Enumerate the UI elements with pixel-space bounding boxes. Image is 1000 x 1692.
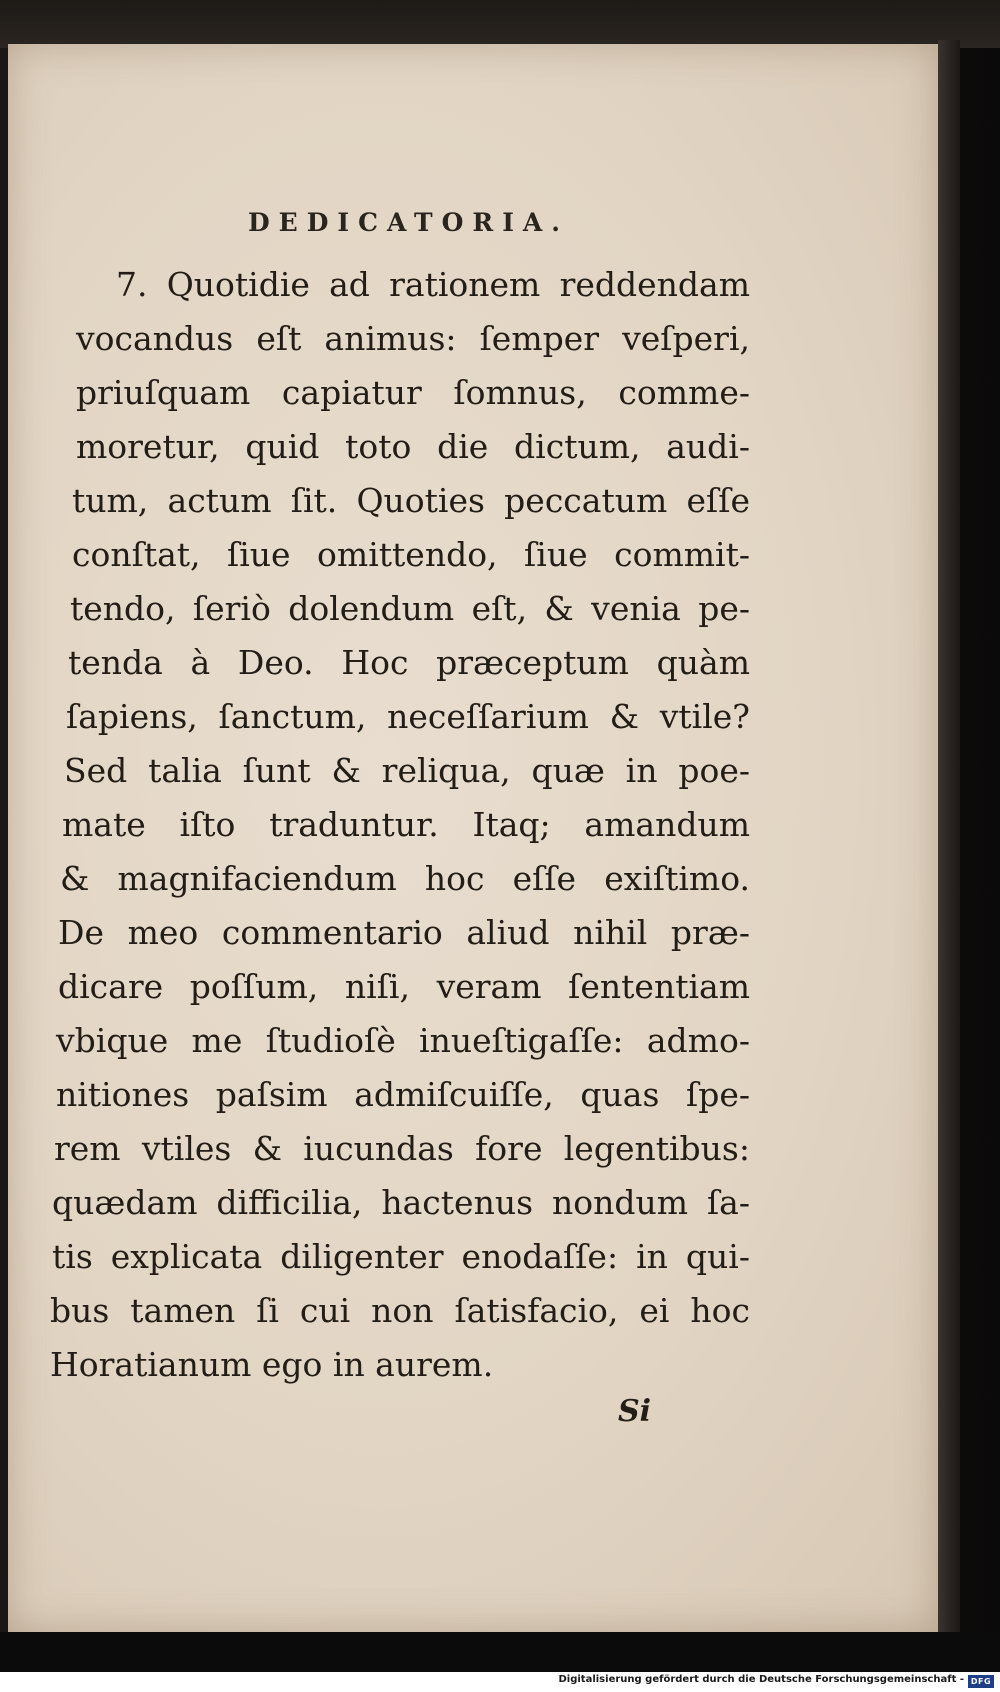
- text-line: tendo, ſeriò dolendum eſt, & venia pe-: [70, 589, 750, 628]
- dfg-logo: DFG: [968, 1675, 994, 1688]
- catchword: Si: [618, 1394, 652, 1429]
- text-line: bus tamen ſi cui non ſatisfacio, ei hoc: [50, 1291, 750, 1330]
- text-line: vocandus eſt animus: ſemper veſperi,: [76, 319, 750, 358]
- footer-credit: Digitalisierung gefördert durch die Deutsche Forschungsgemeinschaft -: [558, 1674, 964, 1685]
- text-line: quædam difficilia, hactenus nondum ſa-: [52, 1183, 750, 1222]
- text-line: mate iſto traduntur. Itaq; amandum: [62, 805, 750, 844]
- text-line: moretur, quid toto die dictum, audi-: [76, 427, 750, 466]
- footer-bar: [0, 1672, 1000, 1692]
- body-text: [50, 258, 750, 1392]
- text-line: tis explicata diligenter enodaſſe: in qui-: [52, 1237, 750, 1276]
- running-head: DEDICATORIA.: [248, 208, 569, 237]
- scan-bottom-edge: [0, 1632, 1000, 1672]
- text-line: 7. Quotidie ad rationem reddendam: [116, 265, 750, 304]
- text-line: De meo commentario aliud nihil præ-: [58, 913, 750, 952]
- book-edge: [938, 40, 960, 1640]
- text-line: rem vtiles & iucundas fore legentibus:: [54, 1129, 750, 1168]
- text-line: priuſquam capiatur ſomnus, comme-: [76, 373, 750, 412]
- text-line: ſapiens, ſanctum, neceſſarium & vtile?: [66, 697, 750, 736]
- text-line: dicare poſſum, niſi, veram ſententiam: [58, 967, 750, 1006]
- text-line: nitiones paſsim admiſcuiſſe, quas ſpe-: [56, 1075, 750, 1114]
- text-line: Horatianum ego in aurem.: [50, 1345, 494, 1384]
- scan-top-edge: [0, 0, 1000, 48]
- text-line: conſtat, ſiue omittendo, ſiue commit-: [72, 535, 750, 574]
- text-line: vbique me ſtudioſè inueſtigaſſe: admo-: [56, 1021, 750, 1060]
- text-line: & magnifaciendum hoc eſſe exiſtimo.: [60, 859, 750, 898]
- text-line: tenda à Deo. Hoc præceptum quàm: [68, 643, 750, 682]
- text-line: Sed talia ſunt & reliqua, quæ in poe-: [64, 751, 750, 790]
- text-line: tum, actum ſit. Quoties peccatum eſſe: [72, 481, 750, 520]
